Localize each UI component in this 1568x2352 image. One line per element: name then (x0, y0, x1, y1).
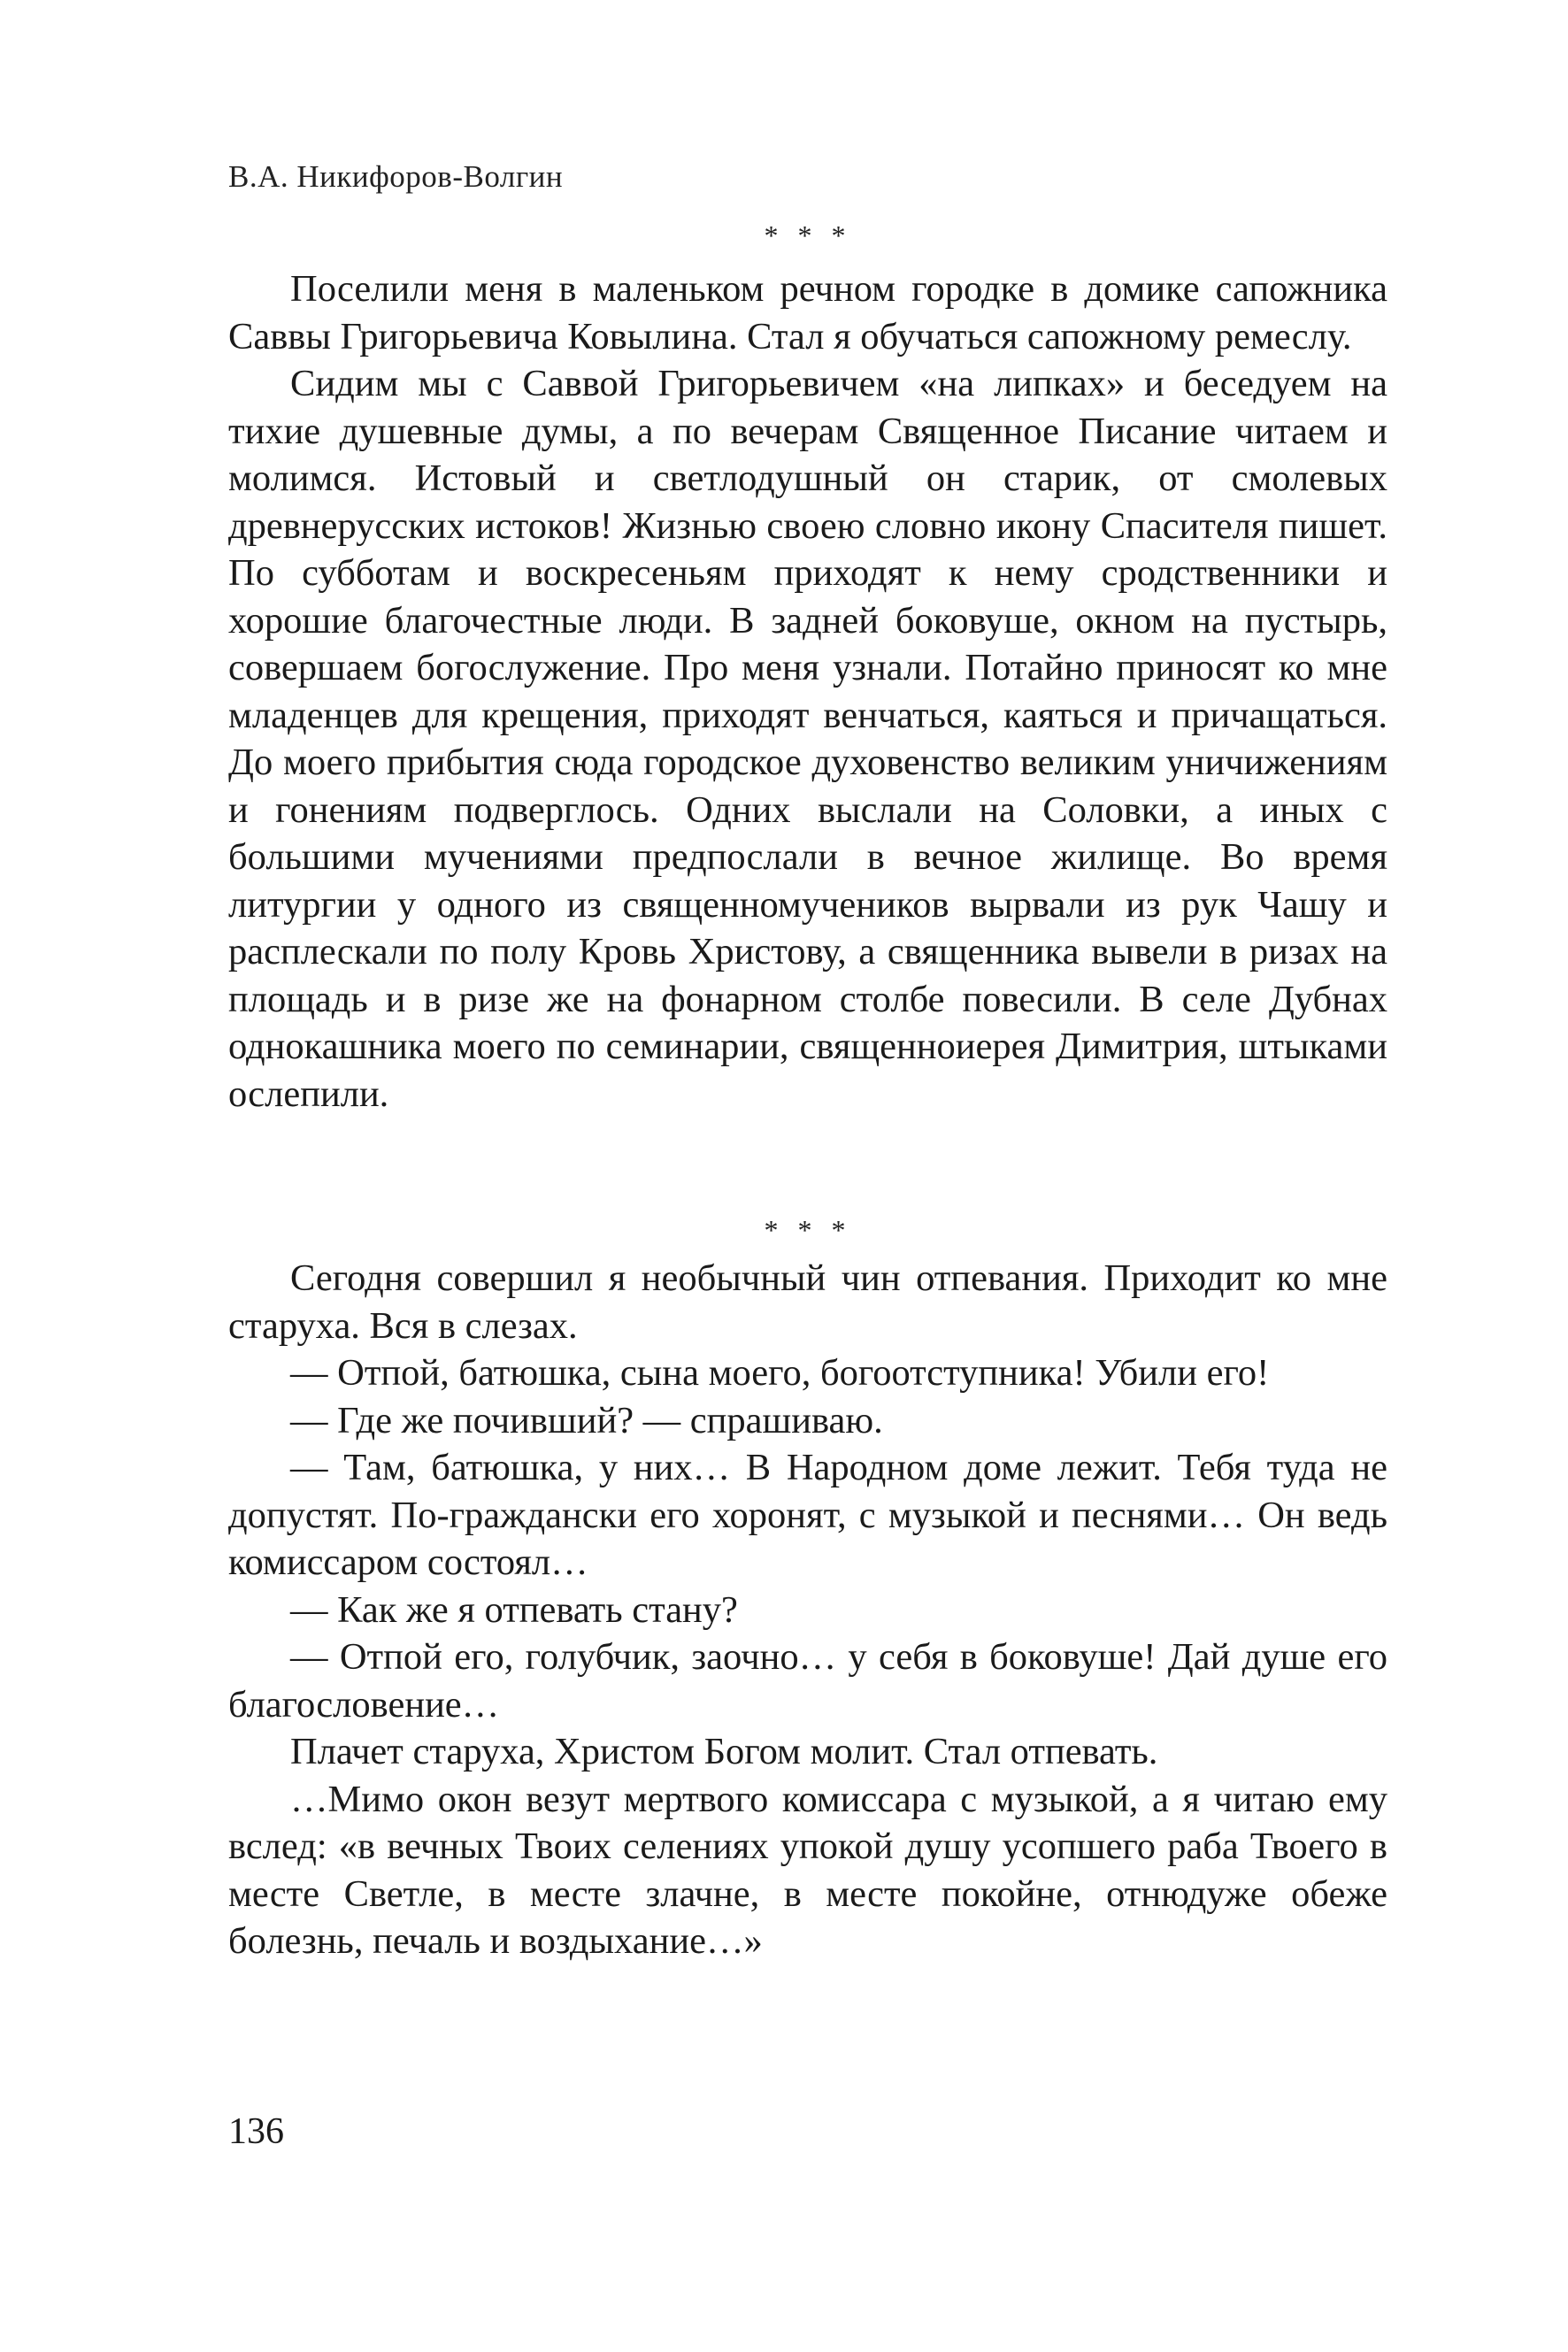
paragraph: Сегодня совершил я необычный чин отпевания. Приходит ко мне старуха. Вся в слезах. (228, 1257, 1387, 1347)
dialogue-line: — Отпой, батюшка, сына моего, богоотступника! Убили его! (290, 1352, 1270, 1394)
paragraph: Плачет старуха, Христом Богом молит. Стал отпевать. (290, 1731, 1158, 1772)
section-separator: * * * (764, 219, 852, 251)
dialogue-line: — Как же я отпевать стану? (290, 1588, 738, 1631)
paragraph: …Мимо окон везут мертвого комиссара с музыкой, а я читаю ему вслед: «в вечных Твоих селениях упокой душу усопшего раба Твоего в месте Светле, в месте злачне, в месте покойне, отнюдуже обеже болезнь, печаль и воздыхание…» (228, 1778, 1387, 1962)
dialogue-line: — Отпой его, голубчик, заочно… у себя в боковуше! Дай душе его благословение… (228, 1636, 1387, 1726)
section-separator: * * * (764, 1214, 852, 1246)
dialogue-line: — Там, батюшка, у них… В Народном доме лежит. Тебя туда не допустят. По-граждански его хоронят, с музыкой и песнями… Он ведь комиссаром состоял… (228, 1447, 1387, 1583)
paragraph: Сидим мы с Саввой Григорьевичем «на липках» и беседуем на тихие душевные думы, а по вечерам Священное Писание читаем и молимся. Истовый и светлодушный он старик, от смолевых древнерусских истоков! Жизнью своею словно икону Спасителя пишет. По субботам и воскресеньям приходят к нему сродственники и хорошие благочестные люди. В задней боковуше, окном на пустырь, совершаем богослужение. Про меня узнали. Потайно приносят ко мне младенцев для крещения, приходят венчаться, каяться и причащаться. До моего прибытия сюда городское духовенство великим уничижениям и гонениям подверглось. Одних выслали на Соловки, а иных с большими мучениями предпослали в вечное жилище. Во время литургии у одного из священномучеников вырвали из рук Чашу и расплескали по полу Кровь Христову, а священника вывели в ризах на площадь и в ризе же на фонарном столбе повесили. В селе Дубнах однокашника моего по семинарии, священноиерея Димитрия, штыками ослепили. (228, 363, 1387, 1115)
page-number: 136 (228, 2111, 284, 2152)
running-head-author: В.А. Никифоров-Волгин (228, 159, 564, 194)
section-2 (228, 1255, 1387, 1965)
section-1 (228, 265, 1387, 1118)
dialogue-line: — Где же почивший? — спрашиваю. (290, 1399, 883, 1441)
paragraph: Поселили меня в маленьком речном городке в домике сапожника Саввы Григорьевича Ковылина. Стал я обучаться сапожному ремеслу. (228, 268, 1387, 357)
